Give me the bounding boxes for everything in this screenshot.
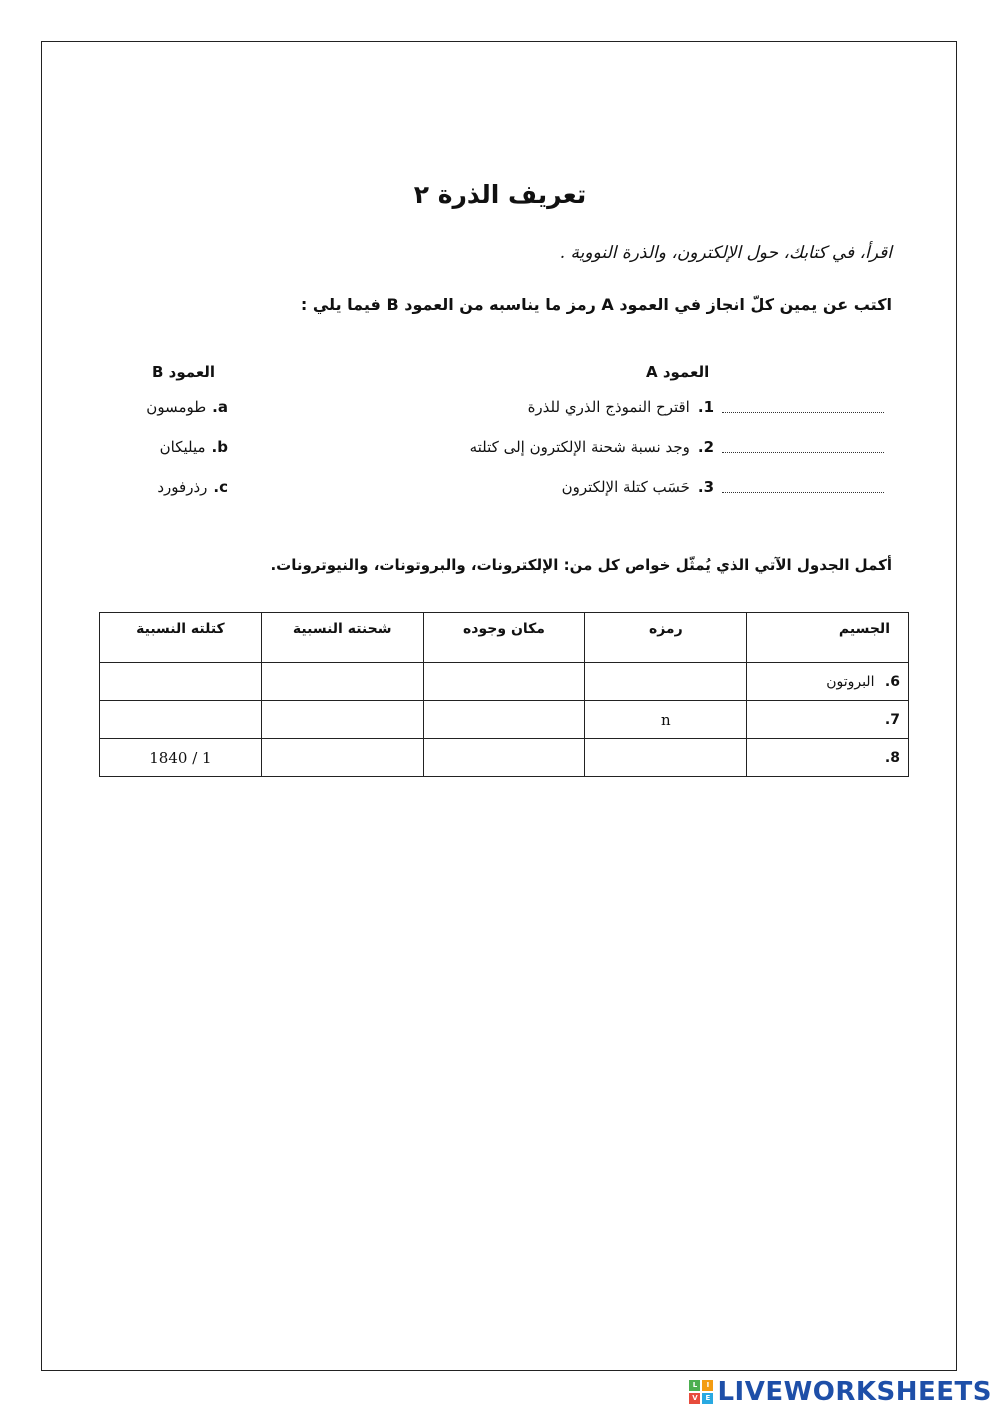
cell-location[interactable] <box>423 663 585 701</box>
item-text: اقترح النموذج الذري للذرة <box>527 398 690 416</box>
item-number: 3. <box>697 478 714 496</box>
header-particle: الجسيم <box>747 613 909 663</box>
logo-letter-v: V <box>689 1393 700 1404</box>
item-text: رذرفورد <box>157 478 208 496</box>
cell-location[interactable] <box>423 739 585 777</box>
table-header-row <box>100 613 909 663</box>
cell-charge[interactable] <box>261 701 423 739</box>
answer-blank-1[interactable] <box>722 412 884 413</box>
item-text: وجد نسبة شحنة الإلكترون إلى كتلته <box>469 438 690 456</box>
particle-properties-table <box>99 612 909 777</box>
intro-text: اقرأ، في كتابك، حول الإلكترون، والذرة النووية . <box>559 243 892 263</box>
row-number: 7. <box>884 711 900 728</box>
particle-name: البروتون <box>826 673 875 690</box>
column-a-heading: العمود A <box>646 363 710 381</box>
item-letter: b. <box>211 438 228 456</box>
item-letter: a. <box>212 398 228 416</box>
cell-location[interactable] <box>423 701 585 739</box>
page-title: تعريف الذرة ٢ <box>413 180 587 209</box>
column-a-item <box>562 478 714 496</box>
liveworksheets-logo <box>689 1377 992 1407</box>
column-a-item <box>528 398 714 416</box>
logo-letter-i: I <box>702 1380 713 1391</box>
answer-blank-3[interactable] <box>722 492 884 493</box>
table-row <box>100 701 909 739</box>
item-text: حَسَب كتلة الإلكترون <box>561 478 690 496</box>
row-number: 6. <box>884 673 900 690</box>
column-b-item <box>146 398 228 416</box>
header-mass: كتلته النسبية <box>100 613 262 663</box>
item-text: ميليكان <box>159 438 206 456</box>
header-location: مكان وجوده <box>423 613 585 663</box>
logo-letter-l: L <box>689 1380 700 1391</box>
cell-symbol[interactable]: n <box>585 701 747 739</box>
cell-mass[interactable] <box>100 701 262 739</box>
table-row <box>100 739 909 777</box>
cell-mass[interactable]: 1 / 1840 <box>100 739 262 777</box>
cell-particle[interactable] <box>747 739 909 777</box>
cell-particle[interactable] <box>747 701 909 739</box>
logo-text: LIVEWORKSHEETS <box>717 1377 992 1407</box>
cell-symbol[interactable] <box>585 663 747 701</box>
cell-symbol[interactable] <box>585 739 747 777</box>
table-row <box>100 663 909 701</box>
table-instruction: أكمل الجدول الآتي الذي يُمثّل خواص كل من: الإلكترونات، والبروتونات، والنيوترونات. <box>270 556 892 574</box>
column-b-item <box>157 478 228 496</box>
column-b-heading: العمود B <box>152 363 216 381</box>
header-symbol: رمزه <box>585 613 747 663</box>
cell-charge[interactable] <box>261 663 423 701</box>
header-charge: شحنته النسبية <box>261 613 423 663</box>
row-number: 8. <box>884 749 900 766</box>
item-number: 1. <box>697 398 714 416</box>
cell-mass[interactable] <box>100 663 262 701</box>
item-text: طومسون <box>146 398 207 416</box>
item-letter: c. <box>213 478 228 496</box>
cell-charge[interactable] <box>261 739 423 777</box>
cell-particle[interactable] <box>747 663 909 701</box>
logo-letter-e: E <box>702 1393 713 1404</box>
column-b-item <box>160 438 228 456</box>
item-number: 2. <box>697 438 714 456</box>
matching-instruction: اكتب عن يمين كلّ انجاز في العمود A رمز ما يناسبه من العمود B فيما يلي : <box>300 295 892 314</box>
column-a-item <box>470 438 714 456</box>
answer-blank-2[interactable] <box>722 452 884 453</box>
logo-squares-icon <box>689 1380 713 1404</box>
